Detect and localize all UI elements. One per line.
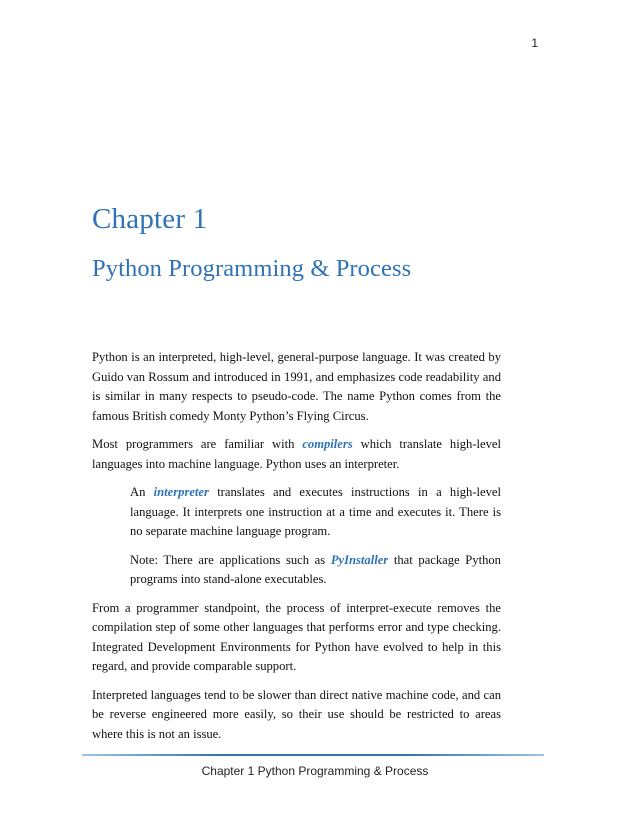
body-text — [92, 348, 501, 753]
keyword-compilers: compilers — [302, 437, 353, 451]
keyword-pyinstaller: PyInstaller — [330, 552, 389, 567]
paragraph-programmer-standpoint: From a programmer standpoint, the process of interpret-execute removes the compilation step of some other languages that performs error and type checking. Integrated Development Environments for Python have evolved to help in this regard, and provide comparable support. — [92, 600, 501, 673]
paragraph-interpreter — [130, 483, 501, 542]
paragraph-compilers — [92, 435, 501, 474]
text-segment: Note: There are applications such as — [130, 552, 331, 567]
paragraph-intro: Python is an interpreted, high-level, general-purpose language. It was created by Guido van Rossum and introduced in 1991, and emphasizes code readability and is similar in many respects to pseudo-code. The name Python comes from the famous British comedy Monty Python’s Flying Circus. — [92, 350, 501, 423]
chapter-label: Chapter 1 — [92, 203, 208, 235]
text-segment: which translate high-level languages into machine language. Python uses an interpreter. — [92, 437, 501, 471]
paragraph-performance: Interpreted languages tend to be slower than direct native machine code, and can be reverse engineered more easily, so their use should be restricted to areas where this is not an issue. — [92, 687, 501, 741]
text-segment: Most programmers are familiar with — [92, 437, 303, 451]
text-segment: that package Python programs into stand-alone executables. — [130, 552, 501, 586]
keyword-interpreter: interpreter — [153, 485, 209, 499]
paragraph-note — [130, 551, 501, 590]
page-number: 1 — [531, 36, 538, 50]
footer-text: Chapter 1 Python Programming & Process — [201, 764, 429, 778]
text-segment: translates and executes instructions in a high-level language. It interprets one instruction at a time and executes it. There is no separate machine language program. — [130, 485, 501, 538]
chapter-title: Python Programming & Process — [92, 255, 412, 282]
text-segment: An — [130, 485, 154, 499]
footer-rule — [82, 754, 544, 756]
